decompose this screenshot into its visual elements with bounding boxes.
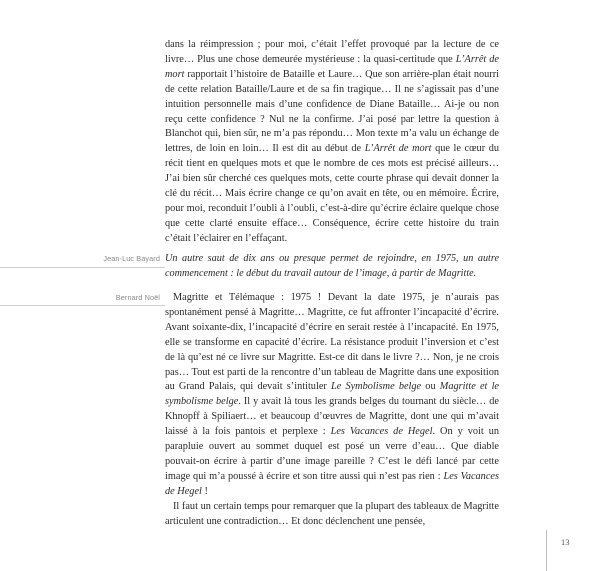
book-title: L’Arrêt de mort [364, 143, 432, 155]
exhibition-title: Le Symbolisme belge [331, 381, 422, 393]
painting-title: Les Vacances de Hegel [165, 470, 499, 497]
paragraph [165, 38, 499, 247]
page-number-rule [546, 530, 547, 571]
exhibition-title: Magritte et le symbolisme belge [165, 381, 500, 408]
text-run: que le cœur du récit tient en quelques mots et que le nombre de ces mots est précisé ailleurs… J’ai bien sûr cherché ces quelques mots, cette courte phrase qui devait donner la clé du récit… Mais écrire change ce qu’on avait en tête, ou en mémoire. Écrire, pour moi, reconduit l’oubli à l’oubli, c’est-à-dire qu’écrire éclaire quelque chose que cette clarté ensuite efface… Conséquence, écrire cette histoire du train c’était l’éclairer en l’effaçant. [165, 143, 499, 244]
text-run: ! [201, 485, 208, 497]
speaker-rule [0, 305, 165, 306]
speaker-name-author: Bernard Noël [115, 293, 160, 302]
text-run: dans la réimpression ; pour moi, c’était l’effet provoqué par la lecture de ce livre… Plus une chose demeurée mystérieuse : la quasi-certitude que [165, 39, 499, 65]
book-title: L’Arrêt de mort [165, 53, 499, 80]
painting-title: Les Vacances de Hegel [330, 426, 433, 438]
text-run: . On y voit un parapluie ouvert au sommet duquel est posé un verre d’eau… Que diable pouvait-on écrire à partir d’une image pareille ? C’est le défi lancé par cette image qui m’a poussé à écrire et son titre aussi qui n’est pas rien : [165, 426, 499, 482]
interview-question: Un autre saut de dix ans ou presque permet de rejoindre, en 1975, un autre commencement : le début du travail autour de l’image, à partir de Magritte. [165, 253, 499, 279]
speaker-name-interviewer: Jean-Luc Bayard [103, 254, 160, 263]
paragraph [165, 291, 499, 500]
speaker-rule [0, 267, 165, 268]
page-number: 13 [561, 537, 570, 547]
text-run: ou [421, 381, 440, 393]
text-run: Magritte et Télémaque : 1975 ! Devant la date 1975, je n’aurais pas spontanément pensé à Magritte… Magritte, ce fut affronter l’incapacité d’écrire. Avant soixante-dix, l’incapacité d’écrire en serait restée à l’incapacité. En 1975, elle se transforme en capacité d’écrire. La résistance produit l’inversion et c’est de là qu’est né ce livre sur Magritte. Est-ce dit dans le livre ?… Non, je ne crois pas… Tout est parti de la rencontre d’un tableau de Magritte dans une exposition au Grand Palais, qui devait s’intituler [165, 292, 499, 393]
text-run: . Il y avait là tous les grands belges du tournant du siècle… de Khnopff à Spiliaert… et beaucoup d’œuvres de Magritte, dont une qui m’avait laissé à la fois pantois et perplexe : [165, 396, 499, 438]
paragraph: Il faut un certain temps pour remarquer que la plupart des tableaux de Magritte articulent une contradiction… Et donc déclenchent une pensée, [165, 500, 499, 527]
answer-text [165, 291, 499, 530]
text-run: rapportait l’histoire de Bataille et Laure… Que son arrière-plan était nourri de cette relation Bataille/Laure et de sa fin tragique… Il ne s’agissait pas d’une intuition personnelle mais d’une confidence de Diane Bataille… Ai-je ou non reçu cette confidence ? Nul ne la confirme. J’ai posé par lettre la question à Blanchot qui, bien sûr, ne m’a pas répondu… Mon texte m’a valu un échange de lettres, de loin en loin… Il est dit au début de [165, 68, 499, 155]
answer-text-continued [165, 38, 499, 247]
